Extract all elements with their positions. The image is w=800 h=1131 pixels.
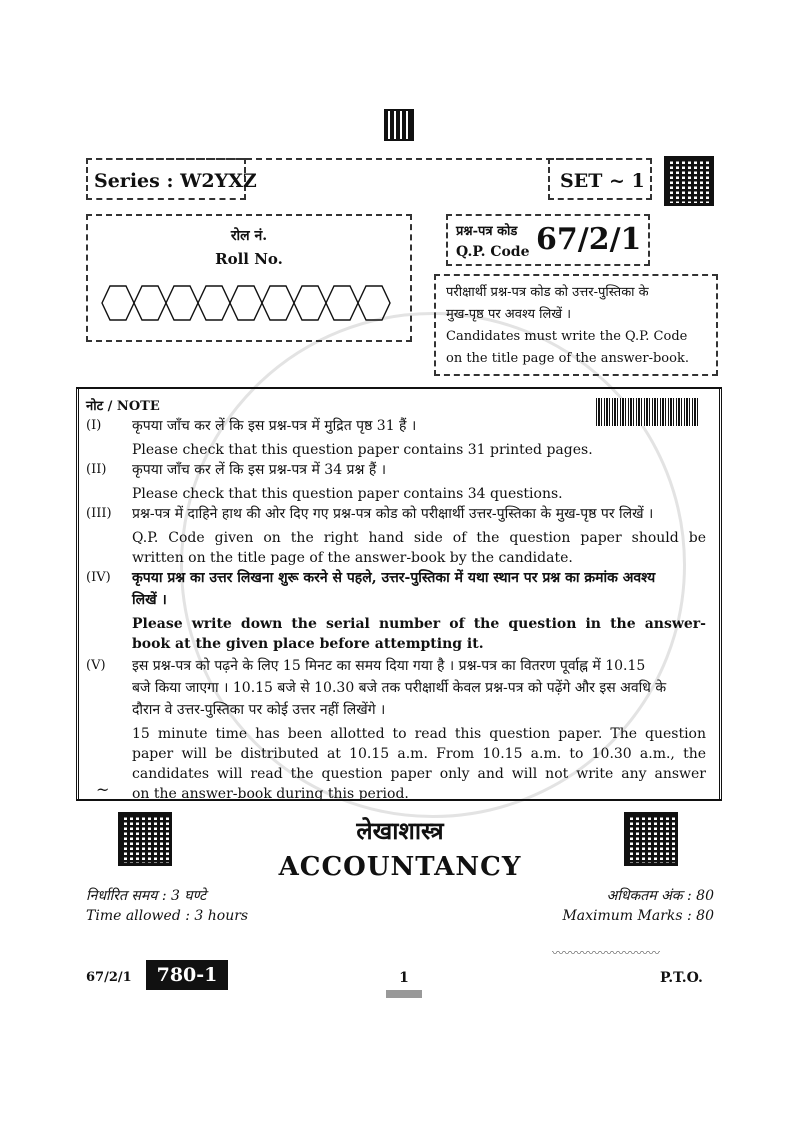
note-item-4-english-2: book at the given place before attempting it. — [132, 636, 484, 652]
candidate-instruction-box — [434, 274, 718, 376]
note-item-2-hindi: कृपया जाँच कर लें कि इस प्रश्न-पत्र में 34 प्रश्न हैं । — [132, 462, 387, 478]
note-item-1-number: (I) — [86, 418, 102, 433]
roll-cell-7 — [294, 286, 326, 320]
note-item-5-hindi-1: इस प्रश्न-पत्र को पढ़ने के लिए 15 मिनट का समय दिया गया है । प्रश्न-पत्र का वितरण पूर्वाह्न में 10.15 — [132, 658, 646, 674]
roll-number-box — [86, 214, 412, 342]
note-item-5-english-1: 15 minute time has been allotted to read this question paper. The question — [132, 726, 706, 742]
note-item-4-hindi-2: लिखें । — [132, 592, 167, 608]
maximum-marks-english: Maximum Marks : 80 — [562, 908, 714, 924]
roll-cell-2 — [134, 286, 166, 320]
roll-cell-9 — [358, 286, 390, 320]
series-label: Series : W2YXZ — [94, 170, 257, 192]
roll-cell-4 — [198, 286, 230, 320]
footer-qp-code: 67/2/1 — [86, 970, 132, 985]
roll-cell-6 — [262, 286, 294, 320]
note-items — [86, 414, 716, 804]
note-item-5-hindi-2: बजे किया जाएगा । 10.15 बजे से 10.30 बजे तक परीक्षार्थी केवल प्रश्न-पत्र को पढ़ेंगे और इस अवधि के — [132, 680, 667, 696]
note-item-3-english-1: Q.P. Code given on the right hand side of the question paper should be — [132, 530, 706, 546]
note-item-2-english: Please check that this question paper contains 34 questions. — [132, 486, 563, 502]
set-label: SET ~ 1 — [560, 170, 645, 192]
left-qr-code — [118, 812, 172, 866]
roll-cell-3 — [166, 286, 198, 320]
roll-cell-5 — [230, 286, 262, 320]
subject-title-english: ACCOUNTANCY — [278, 852, 522, 882]
note-item-3-english-2: written on the title page of the answer-book by the candidate. — [132, 550, 573, 566]
decorative-wave: 〰〰〰〰〰〰〰〰〰 — [552, 946, 661, 960]
qp-code-value: 67/2/1 — [536, 222, 642, 257]
maximum-marks-hindi: अधिकतम अंक : 80 — [606, 888, 714, 904]
note-item-5-english-2: paper will be distributed at 10.15 a.m. From 10.15 a.m. to 10.30 a.m., the — [132, 746, 706, 762]
subject-title-hindi: लेखाशास्त्र — [356, 816, 444, 845]
page-number: 1 — [399, 970, 409, 986]
note-item-5-english-3: candidates will read the question paper only and will not write any answer — [132, 766, 706, 782]
qp-label-english: Q.P. Code — [456, 244, 530, 260]
note-item-2-number: (II) — [86, 462, 107, 477]
roll-label-hindi: रोल नं. — [230, 228, 268, 244]
note-item-4-english-1: Please write down the serial number of the question in the answer- — [132, 616, 706, 632]
qp-code-box — [446, 214, 650, 266]
note-item-5-english-4: on the answer-book during this period. — [132, 786, 409, 802]
page-number-bar — [386, 990, 422, 998]
note-item-3-hindi: प्रश्न-पत्र में दाहिने हाथ की ओर दिए गए प्रश्न-पत्र कोड को परीक्षार्थी उत्तर-पुस्तिका के मुख-पृष्ठ पर लिखें । — [132, 506, 654, 522]
note-tilde: ~ — [96, 780, 110, 799]
note-heading: नोट / NOTE — [86, 399, 160, 414]
set-box — [548, 158, 652, 200]
roll-cell-8 — [326, 286, 358, 320]
note-item-1-hindi: कृपया जाँच कर लें कि इस प्रश्न-पत्र में मुद्रित पृष्ठ 31 हैं । — [132, 418, 417, 434]
candidate-line2-hindi: मुख-पृष्ठ पर अवश्य लिखें । — [446, 307, 572, 322]
note-item-4-hindi-1: कृपया प्रश्न का उत्तर लिखना शुरू करने से पहले, उत्तर-पुस्तिका में यथा स्थान पर प्रश्न का क्रमांक अवश्य — [132, 570, 656, 586]
footer-paper-number: 780-1 — [146, 960, 228, 990]
qp-label-hindi: प्रश्न-पत्र कोड — [456, 224, 518, 239]
set-qr-code — [664, 156, 714, 206]
please-turn-over: P.T.O. — [660, 970, 703, 986]
note-item-3-number: (III) — [86, 506, 112, 521]
roll-number-cells[interactable] — [96, 278, 396, 328]
note-item-5-hindi-3: दौरान वे उत्तर-पुस्तिका पर कोई उत्तर नहीं लिखेंगे । — [132, 702, 386, 718]
roll-cell-1 — [102, 286, 134, 320]
roll-label-english: Roll No. — [215, 250, 283, 268]
candidate-line2-english: on the title page of the answer-book. — [446, 351, 689, 366]
series-box — [86, 158, 257, 200]
note-item-4-number: (IV) — [86, 570, 111, 585]
time-allowed-hindi: निर्धारित समय : 3 घण्टे — [86, 888, 207, 904]
candidate-line1-english: Candidates must write the Q.P. Code — [446, 329, 688, 344]
candidate-line1-hindi: परीक्षार्थी प्रश्न-पत्र कोड को उत्तर-पुस्तिका के — [446, 285, 649, 300]
right-qr-code — [624, 812, 678, 866]
note-item-5-number: (V) — [86, 658, 106, 673]
note-item-1-english: Please check that this question paper contains 31 printed pages. — [132, 442, 593, 458]
top-qr-code — [384, 109, 414, 141]
time-allowed-english: Time allowed : 3 hours — [86, 908, 249, 924]
